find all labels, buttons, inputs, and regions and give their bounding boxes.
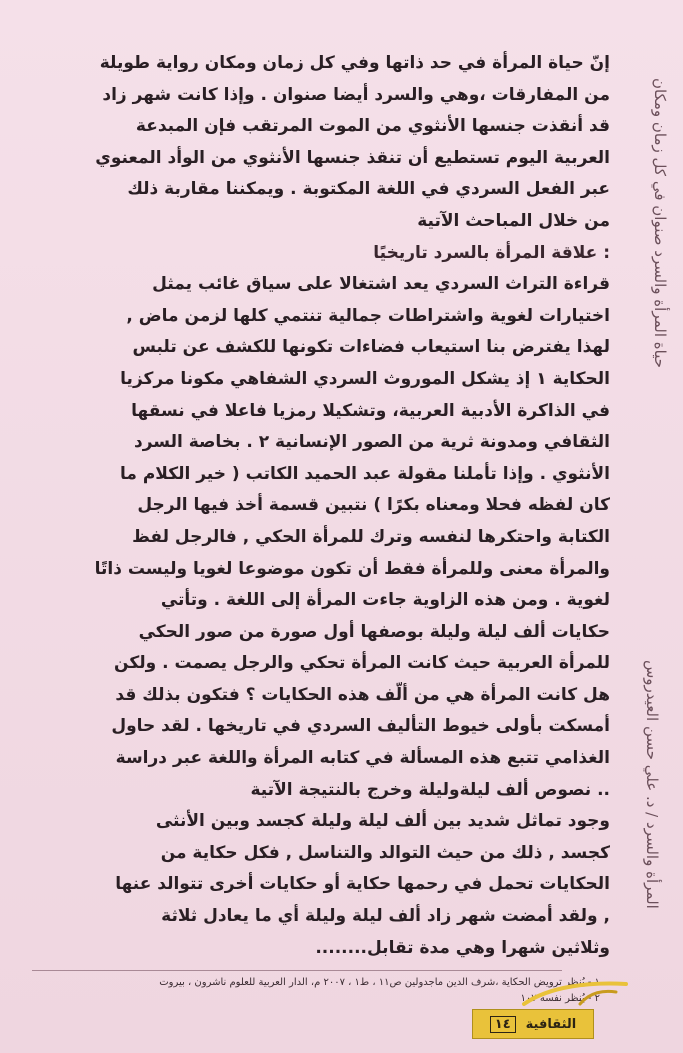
text-line: الغذامي تتبع هذه المسألة في كتابه المرأة واللغة عبر دراسة [115, 748, 610, 769]
running-head: حياة المرأة والسرد صنوان في كل زمان ومكان [651, 78, 669, 369]
text-line: الأنثوي . وإذا تأملنا مقولة عبد الحميد الكاتب ( خير الكلام ما [120, 463, 610, 484]
text-line: وجود تماثل شديد بين ألف ليلة وليلة كجسد وبين الأنثى [155, 811, 610, 832]
text-line: من المفارقات ،وهي والسرد أيضا صنوان . وإذا كانت شهر زاد [102, 84, 610, 105]
magazine-badge [472, 1009, 594, 1039]
footnote-2: ٢ - يُنظر نفسه ١٠٧ [520, 993, 600, 1004]
section-heading: : علاقة المرأة بالسرد تاريخيًا [373, 242, 610, 263]
footnote-divider [32, 970, 562, 971]
text-line: قراءة التراث السردي يعد اشتغالا على سياق غائب يمثل [152, 274, 610, 295]
text-line: .. نصوص ألف ليلةوليلة وخرج بالنتيجة الآتية [250, 779, 610, 800]
text-line: كجسد , ذلك من حيث التوالد والتناسل , فكل حكاية من [160, 842, 610, 863]
text-line: قد أنقذت جنسها الأنثوي من الموت المرتقب فإن المبدعة [135, 116, 610, 137]
text-line: اختيارات لغوية واشتراطات جمالية تنتمي كلها لزمن ماض , [126, 305, 610, 326]
text-line: لهذا يفترض بنا استيعاب فضاءات تكونها للكشف عن تلبس [132, 337, 610, 358]
text-line: حكايات ألف ليلة وليلة بوصفها أول صورة من صور الحكي [138, 621, 610, 642]
text-line: من خلال المباحث الآتية [417, 210, 610, 231]
text-line: للمرأة العربية حيث كانت المرأة تحكي والرجل يصمت . ولكن [114, 653, 610, 674]
text-line: كان لفظه فحلا ومعناه بكرًا ) نتبين قسمة أخذ فيها الرجل [137, 495, 610, 516]
text-line: , ولقد أمضت شهر زاد ألف ليلة وليلة أي ما يعادل ثلاثة [161, 906, 610, 927]
footnote-1: ١ - يُنظر ترويض الحكاية ،شرف الدين ماجدولين ص١١ ، ط١ ، ٢٠٠٧ م، الدار العربية للعلوم ناشرون ، بيروت [159, 977, 600, 988]
footnotes [40, 975, 600, 1007]
text-line: الثقافي ومدونة ثرية من الصور الإنسانية ٢ . بخاصة السرد [133, 432, 610, 453]
page-number: ١٤ [490, 1016, 516, 1033]
text-line: أمسكت بأولى خيوط التأليف السردي في تاريخها . لقد حاول [111, 716, 610, 737]
text-line: الحكاية ١ إذ يشكل الموروث السردي الشفاهي مكونا مركزيا [120, 368, 610, 389]
text-line: والمرأة معنى وللمرأة فقط أن تكون موضوعا لغويا وليست ذاتًا [94, 558, 610, 579]
text-line: في الذاكرة الأدبية العربية، وتشكيلا رمزيا فاعلا في نسقها [131, 400, 610, 421]
text-line: الحكايات تحمل في رحمها حكاية أو حكايات أخرى تتوالد عنها [115, 874, 610, 895]
magazine-logo-swoosh [520, 978, 630, 1010]
magazine-name: الثقافية [525, 1016, 577, 1032]
text-line: لغوية . ومن هذه الزاوية جاءت المرأة إلى اللغة . وتأتي [160, 590, 610, 611]
text-line: عبر الفعل السردي في اللغة المكتوبة . ويمكننا مقاربة ذلك [127, 179, 610, 200]
running-author: المرأة والسرد / د. علي حسن العيدروس [643, 660, 661, 909]
text-line: الكتابة واحتكرها لنفسه وترك للمرأة الحكي , فالرجل لفظ [132, 526, 610, 547]
article-body [18, 48, 610, 964]
text-line: هل كانت المرأة هي من ألّف هذه الحكايات ؟ فتكون بذلك قد [115, 684, 610, 705]
text-line: وثلاثين شهرا وهي مدة تقابل........ [315, 937, 610, 958]
text-line: إنّ حياة المرأة في حد ذاتها وفي كل زمان ومكان رواية طويلة [99, 53, 610, 73]
text-line: العربية اليوم تستطيع أن تنقذ جنسها الأنثوي من الوأد المعنوي [95, 147, 610, 168]
